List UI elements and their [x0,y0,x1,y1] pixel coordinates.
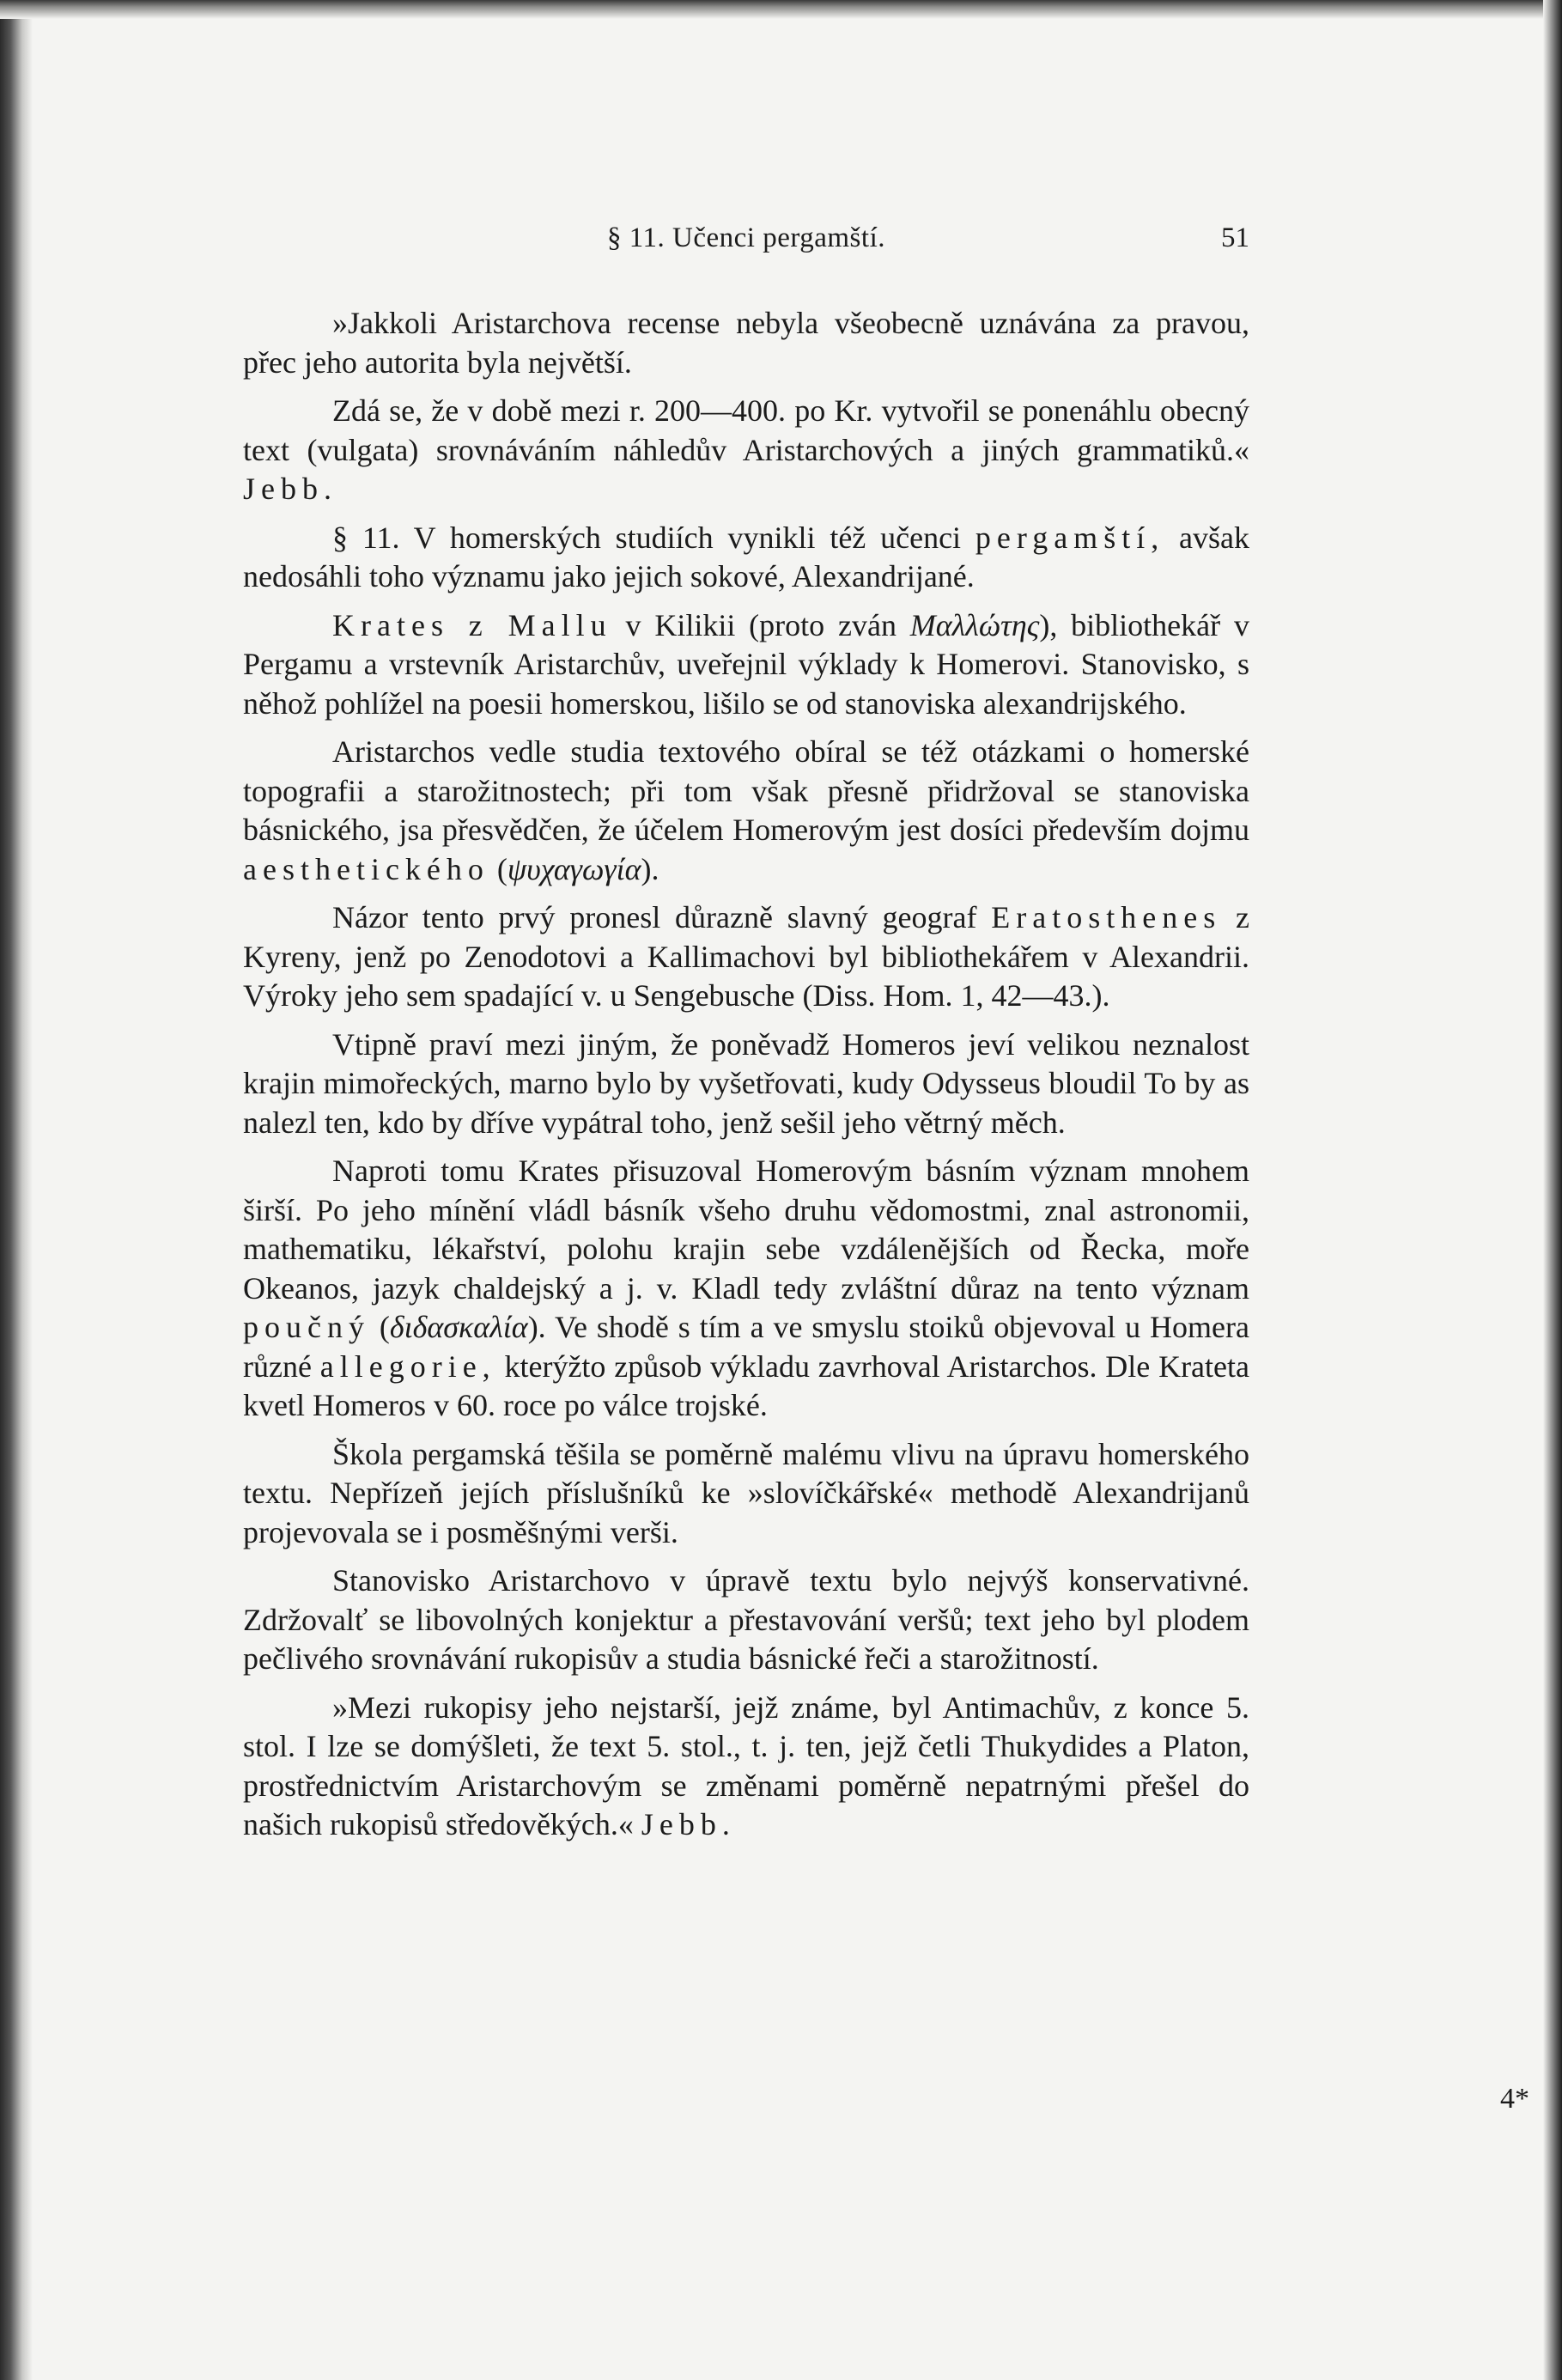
scan-edge-left [0,0,33,2380]
text-run: ). [641,851,659,886]
spaced-emphasis: aesthetického [243,851,489,886]
paragraph [243,1435,1249,1553]
paragraph [243,1561,1249,1679]
text-run: Škola pergamská těšila se poměrně malému vlivu na úpravu homerského textu. Nepřízeň jejích příslušníků ke »slovíčkářské« methodě Alexandrijanů projevovala se i posměšnými verši. [243,1436,1249,1549]
greek-term: διδασκαλία [389,1310,528,1344]
text-run: »Mezi rukopisy jeho nejstarší, jejž známe, byl Antimachův, z konce 5. stol. I lze se domýšleti, že text 5. stol., t. j. ten, jejž četli Thukydides a Platon, prostřednictvím Aristarchovým se změnami poměrně nepatrnými přešel do našich rukopisů středověkých.« [243,1689,1249,1841]
text-run: Aristarchos vedle studia textového obíral se též otázkami o homerské topografii a starožitnostech; při tom však přesně přidržoval se stanoviska básnického, jsa přesvědčen, že účelem Homerovým jest dosíci především dojmu [243,734,1249,847]
text-run: ( [489,851,507,886]
running-title: § 11. Učenci pergamští. [606,222,885,253]
text-run: § 11. V homerských studiích vynikli též učenci [332,520,975,555]
text-run: Názor tento prvý pronesl důrazně slavný geograf [332,900,992,934]
paragraph [243,392,1249,509]
text-run: ). Ve shodě s tím a ve smyslu stoiků objevoval u Homera různé [243,1310,1249,1384]
scan-edge-right [1543,0,1562,2380]
body-text [243,304,1249,1845]
paragraph [243,1152,1249,1426]
page-number: 51 [1221,222,1249,253]
spaced-emphasis: pergamští, [975,520,1165,555]
text-run: kterýžto způsob výkladu zavrhoval Aristarchos. Dle Krateta kvetl Homeros v 60. roce po válce trojské. [243,1348,1249,1422]
text-run: z Kyreny, jenž po Zenodotovi a Kallimachovi byl bibliothekářem v Alexandrii. Výroky jeho sem spadající v. u Sengebusche (Diss. Hom. 1, 42—43.). [243,900,1249,1013]
text-run: ), bibliothekář v Pergamu a vrstevník Aristarchův, uveřejnil výklady k Homerovi. Stanovisko, s něhož pohlížel na poesii homerskou, lišilo se od stanoviska alexandrijského. [243,607,1249,721]
running-head [243,216,1249,259]
greek-term: ψυχαγωγία [507,851,641,886]
paragraph [243,304,1249,382]
text-run: Naproti tomu Krates přisuzoval Homerovým básním význam mnohem širší. Po jeho mínění vládl básník všeho druhu vědomostmi, znal astronomii, mathematiku, lékařství, polohu krajin sebe vzdálenějších od Řecka, moře Okeanos, jazyk chaldejský a j. v. Kladl tedy zvláštní důraz na tento význam [243,1153,1249,1306]
spaced-emphasis: Jebb. [641,1807,736,1841]
spaced-emphasis: poučný [243,1310,370,1344]
spaced-emphasis: allegorie, [319,1348,496,1384]
paragraph [243,898,1249,1016]
paragraph [243,733,1249,889]
spaced-emphasis: Eratosthenes [991,900,1222,934]
text-run: Stanovisko Aristarchovo v úpravě textu bylo nejvýš konservativné. Zdržovalť se libovolných konjektur a přestavování veršů; text jeho byl plodem pečlivého srovnávání rukopisův a studia básnické řeči a starožitností. [243,1563,1249,1676]
greek-term: Μαλλώτης [909,607,1040,642]
spaced-emphasis: Krates z Mallu [332,607,612,642]
text-run: ( [369,1310,390,1344]
text-run: Zdá se, že v době mezi r. 200—400. po Kr. vytvořil se ponenáhlu obecný text (vulgata) srovnáváním náhledův Aristarchových a jiných grammatiků.« [243,393,1249,467]
paragraph [243,1026,1249,1143]
paragraph [243,519,1249,597]
text-run: »Jakkoli Aristarchova recense nebyla všeobecně uznávána za pravou, přec jeho autorita byla největší. [243,306,1249,380]
spaced-emphasis: Jebb. [243,472,337,506]
book-page [243,216,1249,1854]
text-run: avšak nedosáhli toho významu jako jejich sokové, Alexandrijané. [243,520,1250,593]
paragraph [243,606,1249,724]
text-run: Vtipně praví mezi jiným, že poněvadž Homeros jeví velikou neznalost krajin mimořeckých, marno bylo by vyšetřovati, kudy Odysseus bloudil To by as nalezl ten, kdo by dříve vypátral toho, jenž sešil jeho větrný měch. [243,1026,1249,1140]
scan-edge-top [0,0,1562,19]
signature-mark: 4* [1500,2083,1529,2115]
paragraph [243,1689,1249,1845]
text-run: v Kilikii (proto zván [611,607,910,642]
